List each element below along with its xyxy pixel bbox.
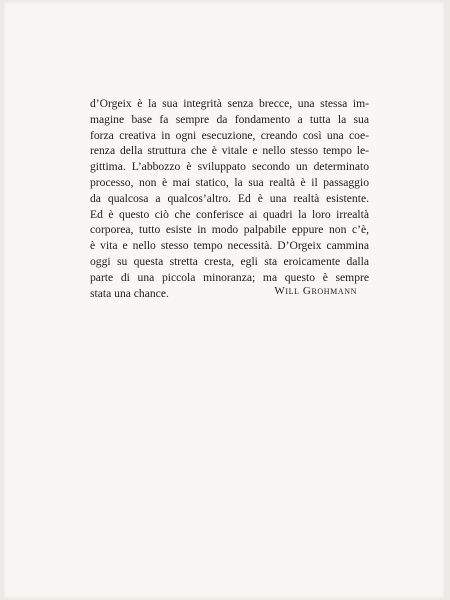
paragraph-line: parte di una piccola minoranza; ma questo è sempre [90, 270, 369, 284]
paragraph-line: forza creativa in ogni esecuzione, creando così una coe- [90, 128, 369, 142]
paragraph-line: è vita e nello stesso tempo necessità. D’Orgeix cammina [90, 239, 369, 253]
body-paragraph [90, 96, 369, 301]
paragraph-line: d’Orgeix è la sua integrità senza brecce, una stessa im- [90, 97, 369, 110]
paragraph-line: renza della struttura che è vitale e nello stesso tempo le- [90, 144, 369, 158]
paragraph-line: da qualcosa a qualcos’altro. Ed è una realtà esistente. [90, 191, 369, 205]
paragraph-line: gittima. L’abbozzo è sviluppato secondo un determinato [90, 160, 369, 174]
paragraph-line: stata una chance. [90, 286, 169, 300]
document-page [4, 2, 444, 598]
paragraph-line: processo, non è mai statico, la sua realtà è il passaggio [90, 175, 369, 189]
paragraph-line: corporea, tutto esiste in modo palpabile eppure non c’è, [90, 223, 369, 237]
paragraph-line: Ed è questo ciò che conferisce ai quadri la loro irrealtà [90, 207, 369, 221]
paragraph-line: magine base fa sempre da fondamento a tutta la sua [90, 112, 369, 126]
author-signature: Will Grohmann [274, 285, 357, 297]
paragraph-line: oggi su questa stretta cresta, egli sta eroicamente dalla [90, 254, 369, 268]
